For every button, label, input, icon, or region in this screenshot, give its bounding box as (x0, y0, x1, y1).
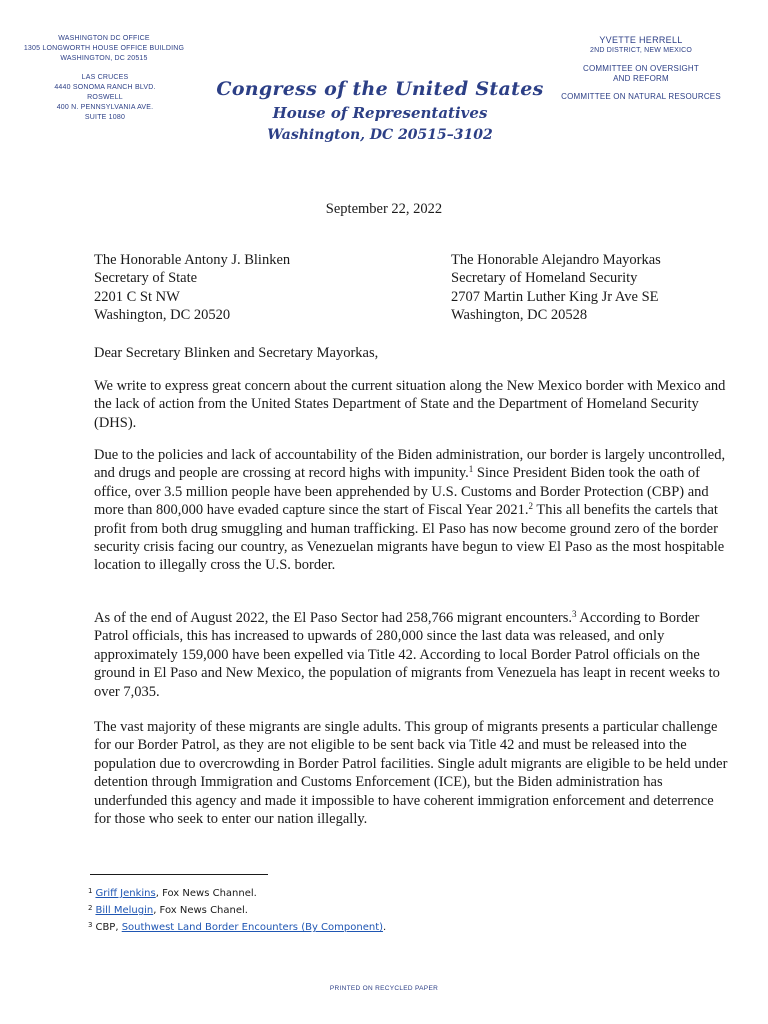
footnote-number: 3 (88, 921, 93, 929)
paragraph-text: According to Border Patrol officials, this has increased to upwards of 280,000 since the last data was released, and only approximately 159,000 have been expelled via Title 42. According to local Border Patrol officials on the ground in El Paso and New Mexico, the population of migrants from Venezuela has leapt in recent weeks to over 7,035. (94, 610, 720, 700)
paragraph-text: Due to the policies and lack of accountability of the Biden administration, our border is largely uncontrolled, and drugs and people are crossing at record highs with impunity. (94, 447, 726, 482)
member-district: 2ND DISTRICT, NEW MEXICO (589, 47, 693, 54)
footnotes (88, 884, 386, 935)
address-line: The Honorable Alejandro Mayorkas (451, 252, 661, 268)
member-name: YVETTE HERRELL (599, 35, 683, 45)
office-line: ROSWELL (87, 94, 123, 101)
member-block (536, 34, 746, 102)
recipient-blinken (94, 251, 414, 325)
committee-line: AND REFORM (613, 74, 669, 83)
footnote-suffix: . (383, 922, 387, 933)
address-line: The Honorable Antony J. Blinken (94, 252, 291, 268)
address-line: Washington, DC 20520 (94, 307, 231, 324)
paragraph-text: Since President Biden took the oath of office, over 3.5 million people have been apprehended by U.S. Customs and Border Protection (CBP) and more than 800,000 have evaded capture since the start of Fiscal Year 2021. (94, 465, 709, 519)
footnote-link-griff-jenkins[interactable]: Griff Jenkins (95, 888, 156, 899)
committee-line: COMMITTEE ON OVERSIGHT (583, 64, 699, 73)
committee-oversight (536, 64, 746, 84)
address-line: 2201 C St NW (94, 288, 180, 305)
footnote-1 (88, 884, 386, 901)
paragraph-el-paso-sector (94, 609, 734, 701)
paragraph-concern: We write to express great concern about the current situation along the New Mexico border with Mexico and the lack of action from the United States Department of State and the Department of Homeland Security (DHS). (94, 378, 726, 431)
letterhead (200, 76, 560, 146)
office-line: 1305 LONGWORTH HOUSE OFFICE BUILDING (23, 45, 185, 52)
letter-date: September 22, 2022 (325, 201, 443, 217)
address-line: Secretary of Homeland Security (451, 270, 638, 287)
paragraph-text: As of the end of August 2022, the El Paso Sector had 258,766 migrant encounters. (94, 610, 573, 626)
paragraph-single-adults: The vast majority of these migrants are single adults. This group of migrants presents a particular challenge for our Border Patrol, as they are not eligible to be sent back via Title 42 and must be released into the population due to overcrowding in Border Patrol facilities. Single adult migrants are eligible to be held under detention through Immigration and Customs Enforcement (ICE), but the Biden administration has underfunded this agency and made it impossible to have coherent immigration enforcement and deterrence for those who seek to enter our nation illegally. (94, 719, 728, 828)
footnote-suffix: , Fox News Chanel. (153, 905, 248, 916)
footnote-3 (88, 918, 386, 935)
salutation: Dear Secretary Blinken and Secretary Mayorkas, (94, 345, 379, 361)
footnote-ref: 3 (572, 609, 577, 619)
address-line: Secretary of State (94, 270, 198, 287)
office-line: 400 N. PENNSYLVANIA AVE. (56, 104, 154, 111)
office-line: WASHINGTON, DC 20515 (60, 55, 148, 62)
address-line: 2707 Martin Luther King Jr Ave SE (451, 288, 659, 305)
footnote-divider (90, 874, 268, 875)
office-line: SUITE 1080 (84, 114, 126, 121)
address-line: Washington, DC 20528 (451, 307, 588, 324)
letterhead-house: House of Representatives (272, 104, 488, 122)
recipient-mayorkas (451, 251, 751, 325)
footnote-number: 2 (88, 904, 93, 912)
footnote-number: 1 (88, 887, 93, 895)
footnote-suffix: , Fox News Channel. (155, 888, 257, 899)
letterhead-address: Washington, DC 20515–3102 (267, 127, 493, 143)
footnote-link-cbp-encounters[interactable]: Southwest Land Border Encounters (By Component) (121, 922, 384, 933)
paragraph-border-policy (94, 446, 734, 575)
office-line: LAS CRUCES (81, 74, 129, 81)
footnote-ref: 1 (468, 464, 474, 475)
office-line: 4440 SONOMA RANCH BLVD. (54, 84, 156, 91)
office-line: WASHINGTON DC OFFICE (58, 35, 150, 42)
footnote-prefix: CBP, (95, 922, 122, 933)
dc-office-address (18, 34, 190, 64)
footnote-2 (88, 901, 386, 918)
footnote-link-bill-melugin[interactable]: Bill Melugin (95, 905, 154, 916)
paragraph-text: This all benefits the cartels that profit from both drug smuggling and human trafficking. El Paso has now become ground zero of the border security crisis facing our country, as Venezuelan migrants have begun to view El Paso as the most hospitable location to illegally cross the U.S. border. (94, 502, 725, 574)
district-office-address (40, 73, 170, 123)
footnote-ref: 2 (528, 501, 533, 512)
committee-natural-resources: COMMITTEE ON NATURAL RESOURCES (561, 92, 721, 101)
recycled-paper-notice: PRINTED ON RECYCLED PAPER (329, 985, 439, 992)
letterhead-congress: Congress of the United States (216, 78, 544, 100)
